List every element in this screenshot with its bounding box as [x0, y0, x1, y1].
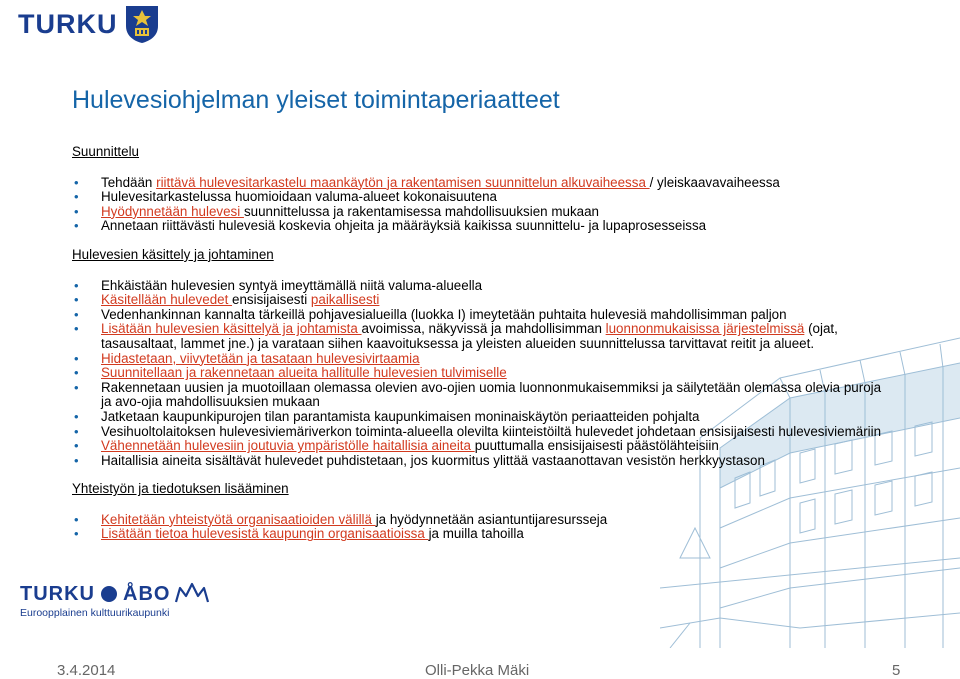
content-body: [72, 145, 892, 542]
list-item: [72, 366, 892, 381]
footer-author: Olli-Pekka Mäki: [425, 662, 530, 679]
highlighted-text: Hidastetaan, viivytetään ja tasataan hulevesivirtaamia: [101, 350, 420, 366]
highlighted-text: Lisätään tietoa hulevesistä kaupungin organisaatioissa: [101, 526, 429, 542]
list-item: [72, 322, 892, 351]
body-text: Tehdään: [101, 174, 157, 190]
list-item: [72, 439, 892, 454]
body-text: Jatketaan kaupunkipurojen tilan parantamista kaupunkimaisen moninaiskäytön periaatteiden pohjalta: [101, 408, 700, 424]
turku-abo-logo: [20, 582, 210, 619]
body-text: avoimissa, näkyvissä ja mahdollisimman: [361, 321, 606, 337]
body-text: Vesihuoltolaitoksen hulevesiviemäriverkon toiminta-alueella olevilta kiinteistöiltä hulevedet johdetaan ensisijaisesti hulevesiviemäriin: [101, 423, 882, 439]
body-text: (ojat, tasausaltaat, lammet jne.) ja varataan siihen kaavoituksessa ja yleisten alueiden suunnittelussa tarvittavat reitit ja alueet.: [101, 321, 838, 351]
highlighted-text: Lisätään hulevesien käsittelyä ja johtamista: [101, 321, 362, 337]
list-item: [72, 293, 892, 308]
highlighted-text: luonnonmukaisissa järjestelmissä: [605, 321, 805, 337]
list-item: [72, 425, 892, 440]
crown-icon: [174, 582, 210, 606]
body-text: Hulevesitarkastelussa huomioidaan valuma-alueet kokonaisuutena: [101, 189, 498, 205]
list-item: [72, 190, 892, 205]
section-heading: Suunnittelu: [72, 144, 140, 159]
body-text: ja muilla tahoilla: [428, 526, 524, 542]
footer-date: 3.4.2014: [57, 662, 116, 679]
list-item: [72, 352, 892, 367]
section-heading: Yhteistyön ja tiedotuksen lisääminen: [72, 481, 289, 497]
bullet-list: [72, 279, 892, 469]
body-text: Rakennetaan uusien ja muotoillaan olemassa olevien avo-ojien uomia luonnonmukaisemmiksi ja säilytetään olemassa olevia puroja ja avo-ojia mahdollisuuksien mukaan: [101, 379, 882, 410]
logo-turku-text: TURKU: [20, 582, 95, 605]
bullet-list: [72, 176, 892, 234]
footer-page-number: 5: [892, 662, 901, 679]
bullet-list: [72, 513, 892, 542]
list-item: [72, 205, 892, 220]
body-text: Annetaan riittävästi hulevesiä koskevia ohjeita ja määräyksiä kaikissa suunnittelu- ja lupaprosesseissa: [101, 218, 707, 234]
highlighted-text: Suunnitellaan ja rakennetaan alueita hallitulle hulevesien tulvimiselle: [101, 365, 507, 381]
body-text: Haitallisia aineita sisältävät hulevedet puhdistetaan, jos kuormitus ylittää vastaanottavan vesistön herkkyystason: [101, 452, 765, 468]
highlighted-text: Käsitellään hulevedet: [101, 292, 233, 308]
body-text: ensisijaisesti: [232, 292, 311, 308]
highlighted-text: Vähennetään hulevesiin joutuvia ympäristölle haitallisia aineita: [101, 438, 475, 454]
body-text: ja hyödynnetään asiantuntijaresursseja: [375, 511, 608, 527]
highlighted-text: Hyödynnetään hulevesi: [101, 203, 244, 219]
list-item: [72, 219, 892, 234]
highlighted-text: paikallisesti: [310, 292, 380, 308]
list-item: [72, 513, 892, 528]
list-item: [72, 176, 892, 191]
page-title: Hulevesiohjelman yleiset toimintaperiaatteet: [72, 86, 560, 114]
logo-subtitle: Euroopplainen kulttuurikaupunki: [20, 607, 170, 619]
list-item: [72, 308, 892, 323]
list-item: [72, 410, 892, 425]
logo-abo-text: ÅBO: [123, 582, 171, 605]
highlighted-text: riittävä hulevesitarkastelu maankäytön ja rakentamisen suunnittelun alkuvaiheessa: [156, 174, 650, 190]
coat-of-arms-icon: [124, 4, 160, 44]
list-item: [72, 527, 892, 542]
body-text: / yleiskaavavaiheessa: [649, 174, 780, 190]
list-item: [72, 454, 892, 469]
body-text: puuttumalla ensisijaisesti päästölähteisiin: [474, 438, 719, 454]
list-item: [72, 381, 892, 410]
body-text: Vedenhankinnan kannalta tärkeillä pohjavesialueilla (luokka I) imeytetään puhtaita hulevesiä mahdollisimman paljon: [101, 306, 787, 322]
body-text: Ehkäistään hulevesien syntyä imeyttämällä niitä valuma-alueella: [101, 277, 483, 293]
list-item: [72, 279, 892, 294]
body-text: suunnittelussa ja rakentamisessa mahdollisuuksien mukaan: [243, 203, 599, 219]
logo-text: TURKU: [18, 8, 118, 39]
turku-logo: [18, 4, 160, 44]
section-heading: Hulevesien käsittely ja johtaminen: [72, 246, 274, 262]
logo-dot: [101, 586, 117, 602]
highlighted-text: Kehitetään yhteistyötä organisaatioiden välillä: [101, 511, 376, 527]
